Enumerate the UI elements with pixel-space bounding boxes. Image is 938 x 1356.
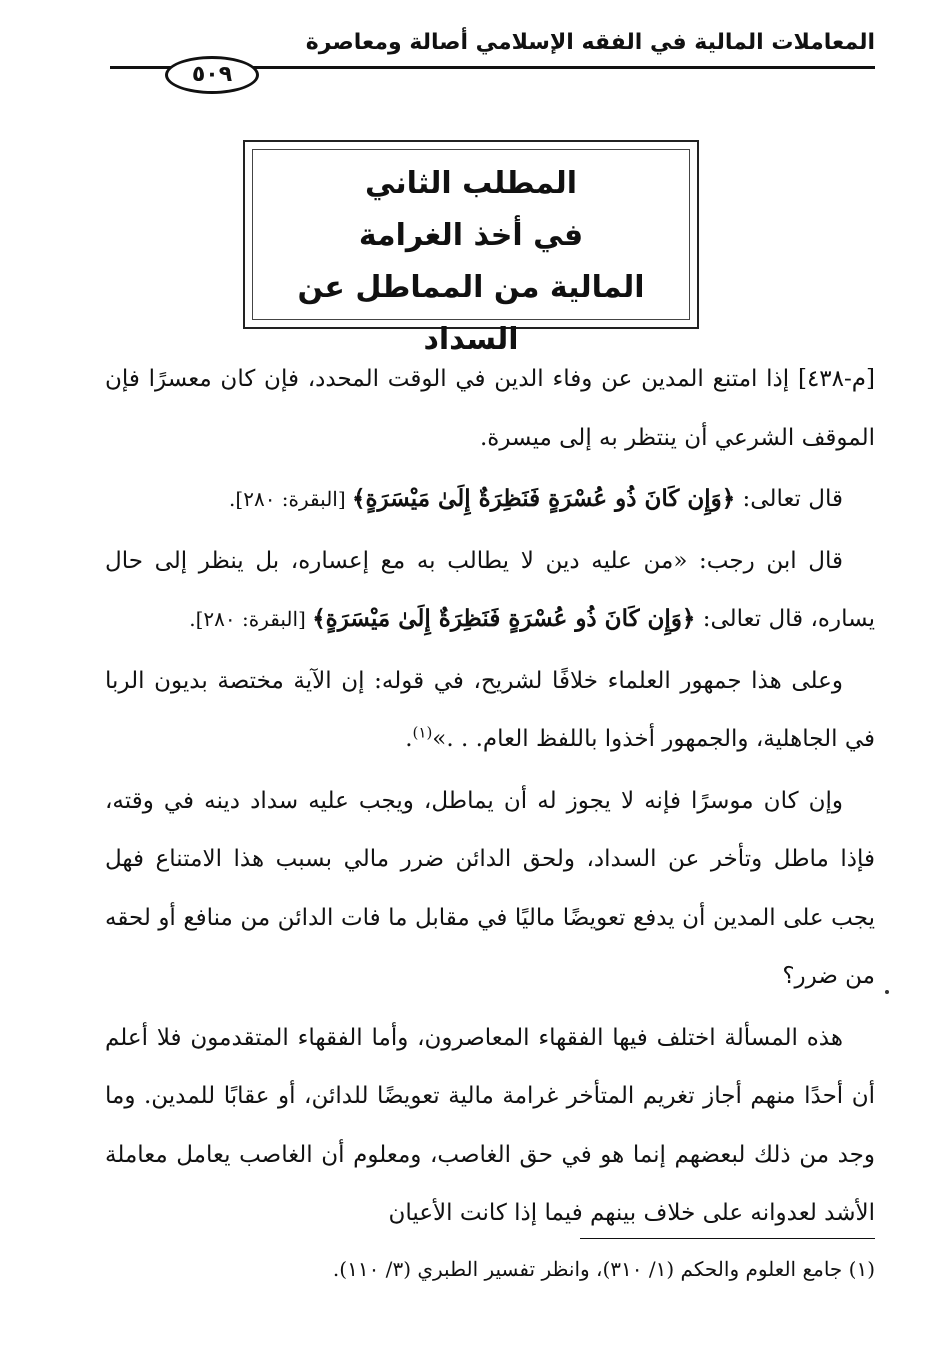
quran-verse: ﴿وَإِن كَانَ ذُو عُسْرَةٍ فَنَظِرَةٌ إِلَىٰ مَيْسَرَةٍ﴾ <box>312 605 696 632</box>
running-header <box>110 30 875 60</box>
paragraph-2 <box>105 470 875 529</box>
paragraph-2-intro: قال تعالى: <box>735 486 843 512</box>
page-number-oval <box>165 56 259 94</box>
paragraph-4 <box>105 652 875 769</box>
section-title-line-2: في أخذ الغرامة <box>358 218 584 253</box>
paragraph-5: وإن كان موسرًا فإنه لا يجوز له أن يماطل، ويجب عليه سداد دينه في وقته، فإذا ماطل وتأخر عن السداد، ولحق الدائن ضرر مالي بسبب هذا الامتناع فهل يجب على المدين أن يدفع تعويضًا ماليًا في مقابل ما فات الدائن من منافع أو لحقه من ضرر؟ <box>105 787 875 989</box>
verse-reference: [البقرة: ٢٨٠]. <box>229 487 353 511</box>
footnote-rule <box>580 1238 875 1239</box>
running-title: المعاملات المالية في الفقه الإسلامي أصالة ومعاصرة <box>305 30 875 55</box>
paragraph-3 <box>105 532 875 649</box>
paragraph-3-text: قال ابن رجب: «من عليه دين لا يطالب به مع إعساره، بل ينظر إلى حال يساره، قال تعالى: <box>105 547 875 632</box>
paragraph-1: [م-٤٣٨] إذا امتنع المدين عن وفاء الدين في الوقت المحدد، فإن كان معسرًا فإن الموقف الشرعي أن ينتظر به إلى ميسرة. <box>105 366 875 451</box>
page-number: ٥٠٩ <box>191 62 233 87</box>
section-title-box <box>243 140 699 357</box>
footnote-marker[interactable]: (١) <box>412 723 433 742</box>
quran-verse: ﴿وَإِن كَانَ ذُو عُسْرَةٍ فَنَظِرَةٌ إِلَىٰ مَيْسَرَةٍ﴾ <box>352 485 736 512</box>
verse-reference: [البقرة: ٢٨٠]. <box>189 607 313 631</box>
paragraph-4-text: وعلى هذا جمهور العلماء خلافًا لشريح، في قوله: إن الآية مختصة بديون الربا في الجاهلية، والجمهور أخذوا باللفظ العام. . .» <box>105 667 875 752</box>
paragraph-4-end: . <box>405 726 413 752</box>
body-text <box>105 350 875 1246</box>
footnote: (١) جامع العلوم والحكم (١/ ٣١٠)، وانظر تفسير الطبري (٣/ ١١٠). <box>332 1257 875 1281</box>
paragraph-6: هذه المسألة اختلف فيها الفقهاء المعاصرون، وأما الفقهاء المتقدمون فلا أعلم أن أحدًا منهم أجاز تغريم المتأخر غرامة مالية تعويضًا للدائن، أو عقابًا للمدين. وما وجد من ذلك لبعضهم إنما هو في حق الغاصب، ومعلوم أن الغاصب يعامل معاملة الأشد لعدوانه على خلاف بينهم فيما إذا كانت الأعيان <box>105 1024 875 1226</box>
section-title-line-3: المالية من المماطل عن السداد <box>297 270 645 357</box>
margin-dot <box>885 990 889 994</box>
section-title-line-1: المطلب الثاني <box>364 166 577 201</box>
section-title-inner-frame <box>252 149 690 357</box>
